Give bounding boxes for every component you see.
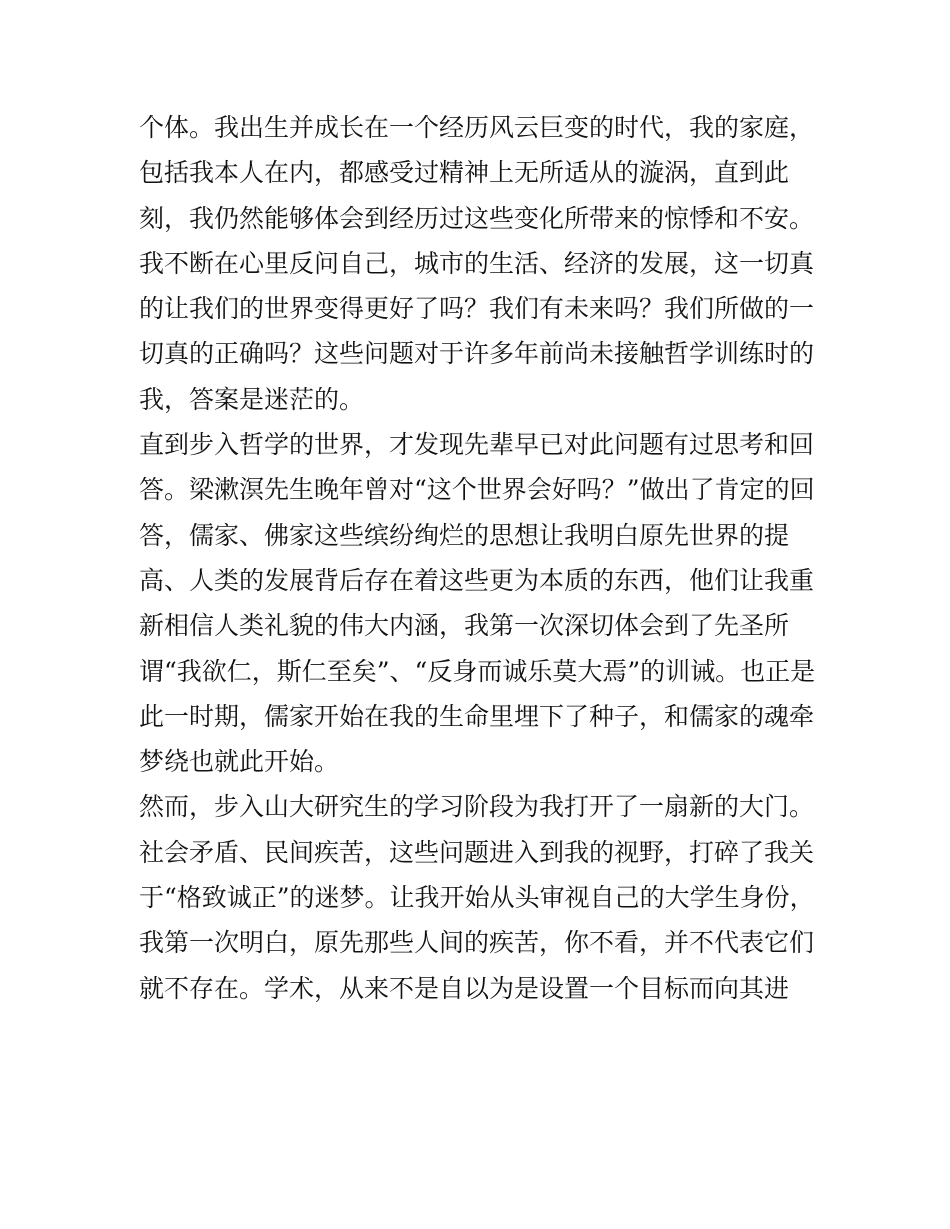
text-line: 就不存在。学术，从来不是自以为是设置一个目标而向其进 bbox=[139, 973, 790, 1003]
text-line: 我第一次明白，原先那些人间的疾苦，你不看，并不代表它们 bbox=[139, 928, 815, 958]
text-line: 然而，步入山大研究生的学习阶段为我打开了一扇新的大门。 bbox=[139, 792, 815, 822]
text-line: 于“格致诚正”的迷梦。让我开始从头审视自己的大学生身份， bbox=[139, 883, 815, 913]
text-line: 包括我本人在内，都感受过精神上无所适从的漩涡，直到此 bbox=[139, 158, 790, 188]
text-line: 我不断在心里反问自己，城市的生活、经济的发展，这一切真 bbox=[139, 248, 815, 278]
text-line: 此一时期，儒家开始在我的生命里埋下了种子，和儒家的魂牵 bbox=[139, 701, 815, 731]
body-text bbox=[139, 105, 819, 1011]
text-line: 个体。我出生并成长在一个经历风云巨变的时代，我的家庭， bbox=[139, 113, 815, 142]
text-line: 梦绕也就此开始。 bbox=[139, 747, 340, 777]
text-line: 社会矛盾、民间疾苦，这些问题进入到我的视野，打碎了我关 bbox=[139, 837, 815, 867]
text-line: 谓“我欲仁，斯仁至矣”、“反身而诚乐莫大焉”的训诫。也正是 bbox=[139, 656, 816, 686]
text-line: 我，答案是迷茫的。 bbox=[139, 384, 365, 414]
text-line: 刻，我仍然能够体会到经历过这些变化所带来的惊悸和不安。 bbox=[139, 203, 815, 233]
text-line: 答，儒家、佛家这些缤纷绚烂的思想让我明白原先世界的提 bbox=[139, 520, 790, 550]
text-line: 新相信人类礼貌的伟大内涵，我第一次深切体会到了先圣所 bbox=[139, 611, 790, 641]
text-line: 答。梁漱溟先生晚年曾对“这个世界会好吗？”做出了肯定的回 bbox=[139, 475, 815, 505]
text-line: 高、人类的发展背后存在着这些更为本质的东西，他们让我重 bbox=[139, 565, 815, 595]
text-line: 的让我们的世界变得更好了吗？我们有未来吗？我们所做的一 bbox=[139, 294, 815, 324]
text-line: 直到步入哲学的世界，才发现先辈早已对此问题有过思考和回 bbox=[139, 430, 815, 460]
text-line: 切真的正确吗？这些问题对于许多年前尚未接触哲学训练时的 bbox=[139, 339, 815, 369]
